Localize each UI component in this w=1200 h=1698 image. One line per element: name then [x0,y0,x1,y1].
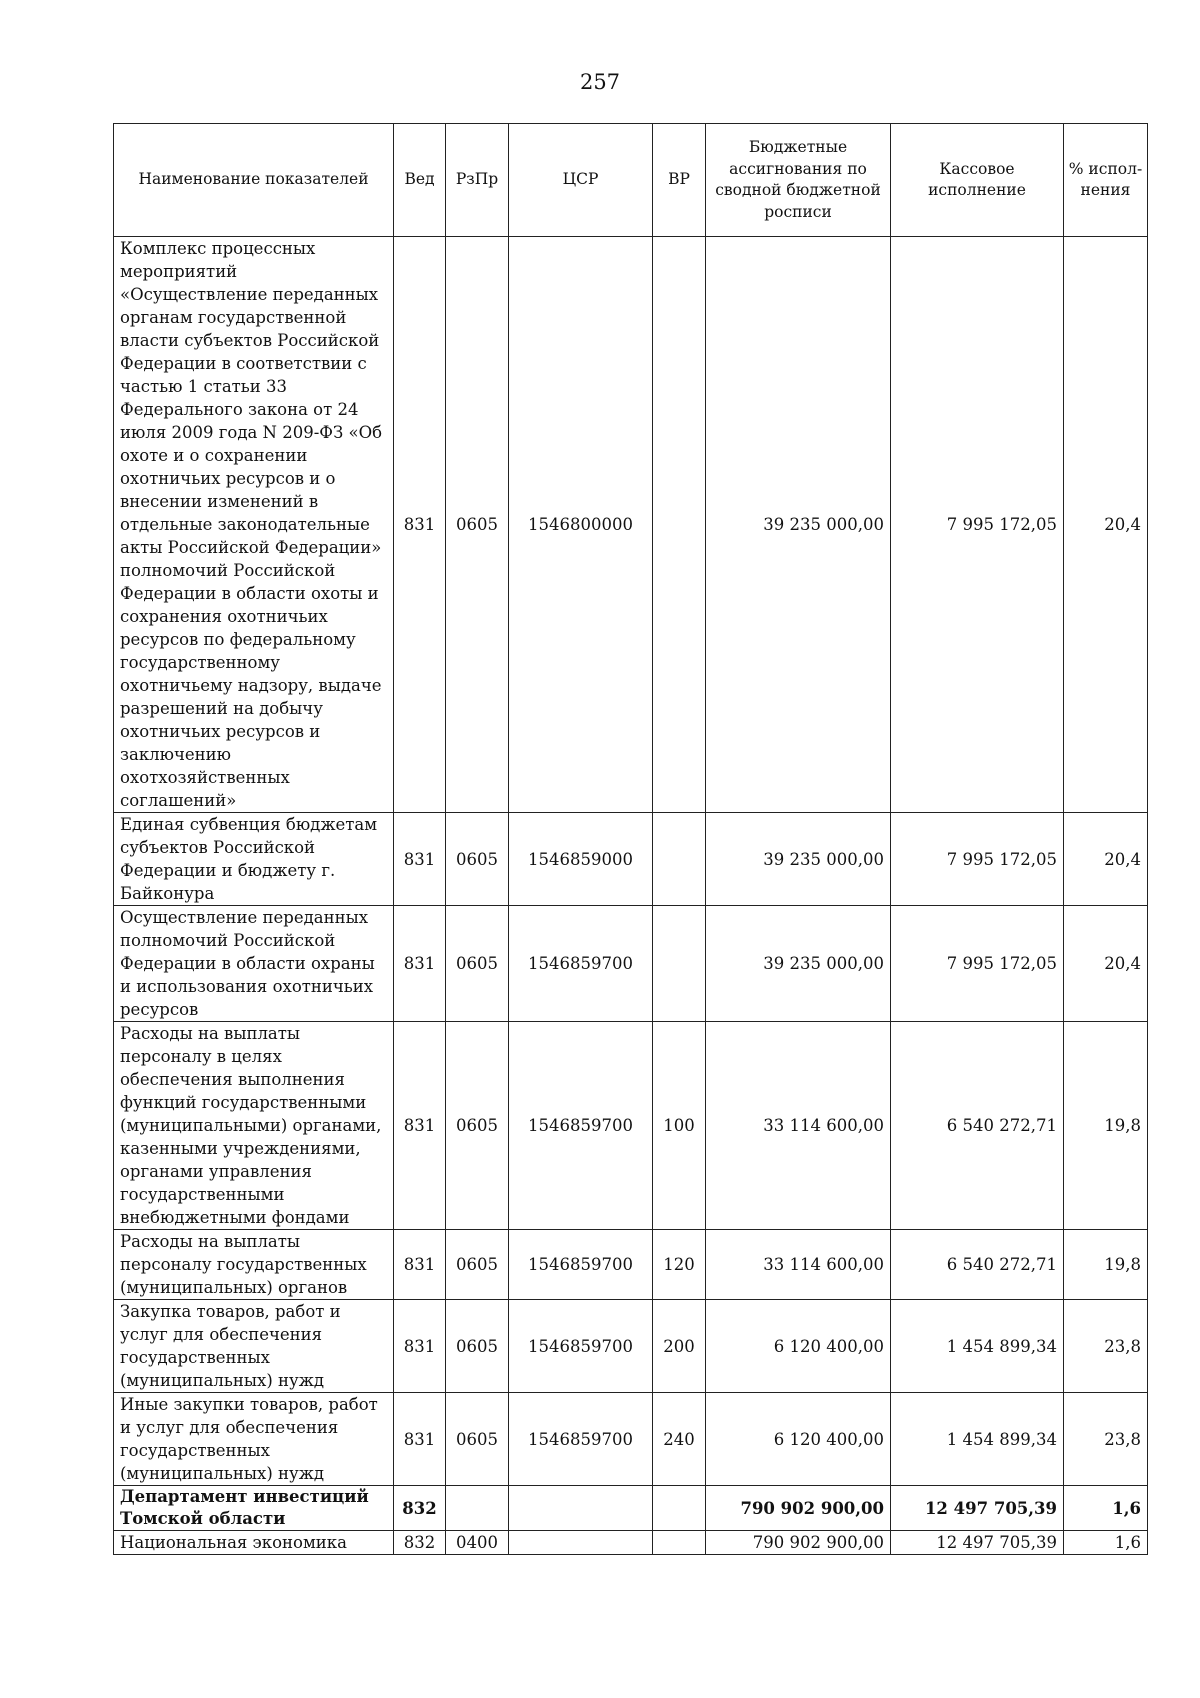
cell-csr: 1546800000 [509,237,653,813]
cell-csr: 1546859700 [509,906,653,1022]
cell-name: Единая субвенция бюджетам субъектов Российской Федерации и бюджету г. Байконура [114,813,394,906]
cell-name: Иные закупки товаров, работ и услуг для обеспечения государственных (муниципальных) нужд [114,1393,394,1486]
cell-csr: 1546859700 [509,1300,653,1393]
header-vr: ВР [653,124,706,237]
page-number: 257 [579,70,621,94]
table-row [114,1022,1148,1230]
cell-assign: 33 114 600,00 [706,1230,891,1300]
header-rzpr: РзПр [446,124,509,237]
cell-assign: 39 235 000,00 [706,237,891,813]
cell-pct: 20,4 [1064,813,1148,906]
cell-name: Национальная экономика [114,1531,394,1555]
header-cash: Кассовое исполнение [891,124,1064,237]
cell-pct: 23,8 [1064,1393,1148,1486]
table-row [114,813,1148,906]
cell-csr [509,1531,653,1555]
table-header-row [114,124,1148,237]
cell-csr: 1546859700 [509,1230,653,1300]
header-pct: % испол-нения [1064,124,1148,237]
cell-assign: 790 902 900,00 [706,1486,891,1531]
header-name: Наименование показателей [114,124,394,237]
cell-ved: 831 [394,1022,446,1230]
cell-ved: 831 [394,906,446,1022]
cell-csr: 1546859700 [509,1393,653,1486]
cell-csr [509,1486,653,1531]
table-row [114,1393,1148,1486]
cell-cash: 7 995 172,05 [891,813,1064,906]
cell-rzpr: 0605 [446,1393,509,1486]
cell-vr: 100 [653,1022,706,1230]
table-row [114,237,1148,813]
cell-cash: 6 540 272,71 [891,1022,1064,1230]
cell-vr [653,813,706,906]
table-row [114,1486,1148,1531]
header-ved: Вед [394,124,446,237]
cell-name: Осуществление переданных полномочий Российской Федерации в области охраны и использования охотничьих ресурсов [114,906,394,1022]
cell-ved: 831 [394,1300,446,1393]
cell-csr: 1546859000 [509,813,653,906]
cell-name: Департамент инвестиций Томской области [114,1486,394,1531]
cell-csr: 1546859700 [509,1022,653,1230]
cell-rzpr: 0605 [446,1022,509,1230]
cell-vr [653,237,706,813]
cell-cash: 7 995 172,05 [891,237,1064,813]
cell-pct: 20,4 [1064,906,1148,1022]
cell-rzpr [446,1486,509,1531]
cell-name: Закупка товаров, работ и услуг для обеспечения государственных (муниципальных) нужд [114,1300,394,1393]
cell-rzpr: 0400 [446,1531,509,1555]
cell-assign: 39 235 000,00 [706,813,891,906]
cell-ved: 832 [394,1486,446,1531]
cell-vr [653,1486,706,1531]
cell-rzpr: 0605 [446,1230,509,1300]
cell-ved: 831 [394,1230,446,1300]
table-row [114,906,1148,1022]
cell-ved: 831 [394,1393,446,1486]
cell-pct: 20,4 [1064,237,1148,813]
cell-rzpr: 0605 [446,1300,509,1393]
cell-name: Комплекс процессных мероприятий «Осуществление переданных органам государственной власти субъектов Российской Федерации в соответствии с частью 1 статьи 33 Федерального закона от 24 июля 2009 года N 209-ФЗ «Об охоте и о сохранении охотничьих ресурсов и о внесении изменений в отдельные законодательные акты Российской Федерации» полномочий Российской Федерации в области охоты и сохранения охотничьих ресурсов по федеральному государственному охотничьему надзору, выдаче разрешений на добычу охотничьих ресурсов и заключению охотхозяйственных соглашений» [114,237,394,813]
cell-assign: 39 235 000,00 [706,906,891,1022]
cell-pct: 19,8 [1064,1022,1148,1230]
cell-pct: 23,8 [1064,1300,1148,1393]
table-body [114,237,1148,1555]
cell-assign: 790 902 900,00 [706,1531,891,1555]
cell-assign: 6 120 400,00 [706,1300,891,1393]
table-row [114,1300,1148,1393]
cell-ved: 832 [394,1531,446,1555]
cell-rzpr: 0605 [446,813,509,906]
table-row [114,1230,1148,1300]
cell-vr [653,1531,706,1555]
cell-rzpr: 0605 [446,237,509,813]
cell-cash: 6 540 272,71 [891,1230,1064,1300]
header-assign: Бюджетные ассигнования по сводной бюджетной росписи [706,124,891,237]
cell-name: Расходы на выплаты персоналу государственных (муниципальных) органов [114,1230,394,1300]
cell-rzpr: 0605 [446,906,509,1022]
header-csr: ЦСР [509,124,653,237]
cell-vr: 120 [653,1230,706,1300]
cell-ved: 831 [394,813,446,906]
cell-ved: 831 [394,237,446,813]
cell-cash: 7 995 172,05 [891,906,1064,1022]
cell-pct: 19,8 [1064,1230,1148,1300]
cell-pct: 1,6 [1064,1531,1148,1555]
cell-cash: 1 454 899,34 [891,1300,1064,1393]
cell-pct: 1,6 [1064,1486,1148,1531]
cell-vr [653,906,706,1022]
cell-cash: 1 454 899,34 [891,1393,1064,1486]
cell-assign: 6 120 400,00 [706,1393,891,1486]
cell-vr: 200 [653,1300,706,1393]
cell-name: Расходы на выплаты персоналу в целях обеспечения выполнения функций государственными (муниципальными) органами, казенными учреждениями, органами управления государственными внебюджетными фондами [114,1022,394,1230]
table-row [114,1531,1148,1555]
cell-cash: 12 497 705,39 [891,1486,1064,1531]
cell-cash: 12 497 705,39 [891,1531,1064,1555]
budget-table [113,123,1148,1555]
cell-vr: 240 [653,1393,706,1486]
cell-assign: 33 114 600,00 [706,1022,891,1230]
